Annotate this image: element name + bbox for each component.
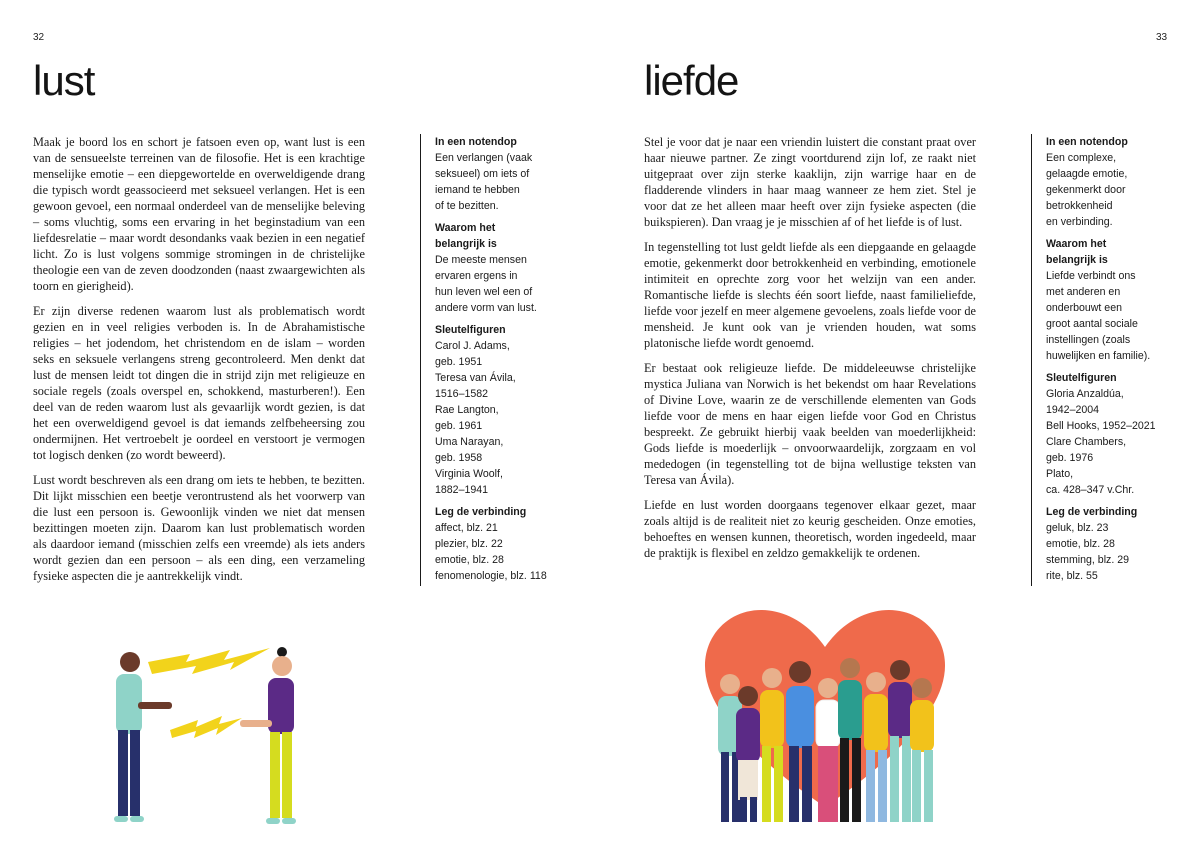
why-line: Liefde verbindt ons [1046,270,1136,282]
page-number-right: 33 [1156,32,1168,43]
paragraph: Lust wordt beschreven als een drang om iets te hebben, te bezitten. Dit lijkt misschien een beetje verontrustend als het voorwerp van die lust een persoon is. Gewoonlijk vinden we niet dat mensen bezittingen moeten zijn. Daarom kan lust problematisch worden als daardoor iemand (misschien zelfs een vreemde) als iets anders wordt gezien dan een persoon – als een ding, een verzameling fysieke aspecten die je aantrekkelijk vindt. [33,473,365,583]
paragraph: In tegenstelling tot lust geldt liefde als een diepgaande en gelaagde emotie, gekenmerkt door betrokkenheid en verbinding, emotionele intimiteit en oprechte zorg voor het welzijn van een ander. Romantische liefde is slechts één soort liefde, naast familieliefde, liefde voor jezelf en meer algemene gevoelens, zoals liefde voor de mensheid. Je kunt ook van je vrienden houden, wat soms platonische liefde wordt genoemd. [644,240,976,350]
page-number-left: 32 [33,32,45,43]
key-figure-line: geb. 1961 [435,420,483,432]
why-line: instellingen (zoals [1046,334,1131,346]
key-figure-line: 1516–1582 [435,388,489,400]
why-heading: Waarom het [435,222,496,234]
nutshell-line: of te bezitten. [435,200,499,212]
nutshell-line: gekenmerkt door [1046,184,1126,196]
paragraph: Liefde en lust worden doorgaans tegenover elkaar gezet, maar zoals altijd is de realiteit niet zo keurig gescheiden. Onze emoties, behoeftes en wensen kunnen, theoretisch, worden ingedeeld, maar de praktijk is flexibel en zeldzo gemakkelijk te ordenen. [644,498,976,560]
connection-line: emotie, blz. 28 [1046,538,1115,550]
connections-block [1046,504,1200,584]
connection-line: geluk, blz. 23 [1046,522,1109,534]
key-figure-line: 1882–1941 [435,484,489,496]
nutshell-heading: In een notendop [435,136,517,148]
key-figure-line: Carol J. Adams, [435,340,510,352]
page-title-lust: lust [33,57,95,104]
why-line: hun leven wel een of [435,286,533,298]
why-block [1046,236,1200,364]
key-figure-line: Virginia Woolf, [435,468,503,480]
connections-block [435,504,585,584]
heart-crowd-icon [690,592,960,832]
why-line: groot aantal sociale [1046,318,1138,330]
nutshell-line: seksueel) om iets of [435,168,530,180]
key-figure-line: Rae Langton, [435,404,499,416]
key-figure-line: Bell Hooks, 1952–2021 [1046,420,1156,432]
nutshell-line: en verbinding. [1046,216,1113,228]
connection-line: stemming, blz. 29 [1046,554,1130,566]
sidebar-lust [420,134,585,586]
nutshell-line: Een verlangen (vaak [435,152,533,164]
nutshell-line: betrokkenheid [1046,200,1113,212]
right-page [600,0,1200,858]
nutshell-line: iemand te hebben [435,184,520,196]
why-heading: belangrijk is [435,238,497,250]
paragraph: Er bestaat ook religieuze liefde. De middeleeuwse christelijke mystica Juliana van Norwich is het bekendst om haar Revelations of Divine Love, waarin ze de verschillende elementen van Gods liefde voor de mens en haar eigen liefde voor God en Christus bespreekt. Ze gebruikt hierbij vaak beelden van moederlijkheid: Gods liefde is moederlijk – onvoorwaardelijk, zorgzaam en vol mededogen (in tegenstelling tot de bijna wellustige teksten van Teresa van Ávila). [644,361,976,487]
connections-heading: Leg de verbinding [1046,506,1138,518]
connections-heading: Leg de verbinding [435,506,527,518]
nutshell-block [1046,134,1200,230]
key-figures-block [1046,370,1200,498]
connection-line: affect, blz. 21 [435,522,498,534]
why-line: andere vorm van lust. [435,302,537,314]
why-line: met anderen en [1046,286,1121,298]
connection-line: emotie, blz. 28 [435,554,504,566]
nutshell-line: Een complexe, [1046,152,1117,164]
why-line: De meeste mensen [435,254,527,266]
why-heading: Waarom het [1046,238,1107,250]
connection-line: rite, blz. 55 [1046,570,1098,582]
body-text-liefde [644,134,976,570]
why-line: ervaren ergens in [435,270,518,282]
key-figure-line: Uma Narayan, [435,436,504,448]
paragraph: Er zijn diverse redenen waarom lust als problematisch wordt gezien en in veel religies verboden is. In de Abrahamistische religies – het jodendom, het christendom en de islam – worden seks en seksuele verlangens streng gecontroleerd. Men denkt dat lust de mensen leidt tot dingen die in strijd zijn met religieuze en sociale regels (zoals overspel en, schokkend, masturberen!). Een deel van de reden waarom lust als gevaarlijk wordt gezien, is dat het een overweldigend gevoel is dat iemands zelfbeheersing zou ondermijnen. Het vertroebelt je oordeel en verstoort je vermogen tot logisch denken (zo wordt beweerd). [33,304,365,462]
nutshell-block [435,134,585,214]
body-text-lust [33,134,365,593]
two-people-lightning-icon [100,640,320,840]
why-line: huwelijken en familie). [1046,350,1151,362]
key-figure-line: Plato, [1046,468,1074,480]
page-title-liefde: liefde [644,57,739,104]
key-figures-block [435,322,585,498]
why-block [435,220,585,316]
nutshell-heading: In een notendop [1046,136,1128,148]
paragraph: Maak je boord los en schort je fatsoen even op, want lust is een van de sensueelste terreinen van de filosofie. Het is een krachtige menselijke emotie – een diepgewortelde en overweldigende drang die typisch wordt geassocieerd met seksueel verlangen. Het is een gewoon gevoel, een normaal onderdeel van de menselijke beleving – soms vluchtig, soms een ervaring in het beginstadium van een liefdesrelatie – maar wordt desondanks vaak bezien in een negatief licht. Zo is lust volgens sommige stromingen in de christelijke theologie een van de zeven doodzonden (naast zwaargewichten als toorn en gierigheid). [33,135,365,293]
key-figure-line: geb. 1976 [1046,452,1094,464]
connection-line: plezier, blz. 22 [435,538,503,550]
paragraph: Stel je voor dat je naar een vriendin luistert die constant praat over haar nieuwe partner. Ze zingt voortdurend zijn lof, ze raakt niet uitgepraat over zijn sterke kaaklijn, zijn warrige haar en de fladderende vlinders in haar maag wanneer ze hem ziet. Stel je voor dat ze het alleen maar heeft over zijn fysieke aspecten (die buikspieren). Dan vraag je je misschien af of het liefde is of lust. [644,135,976,229]
why-line: onderbouwt een [1046,302,1122,314]
key-figures-heading: Sleutelfiguren [1046,372,1117,384]
key-figure-line: Teresa van Ávila, [435,372,516,384]
key-figure-line: ca. 428–347 v.Chr. [1046,484,1135,496]
key-figure-line: Gloria Anzaldúa, [1046,388,1124,400]
nutshell-line: gelaagde emotie, [1046,168,1128,180]
key-figure-line: Clare Chambers, [1046,436,1127,448]
why-heading: belangrijk is [1046,254,1108,266]
connection-line: fenomenologie, blz. 118 [435,570,547,582]
key-figure-line: geb. 1958 [435,452,483,464]
key-figure-line: 1942–2004 [1046,404,1100,416]
key-figures-heading: Sleutelfiguren [435,324,506,336]
key-figure-line: geb. 1951 [435,356,483,368]
sidebar-liefde [1031,134,1200,586]
